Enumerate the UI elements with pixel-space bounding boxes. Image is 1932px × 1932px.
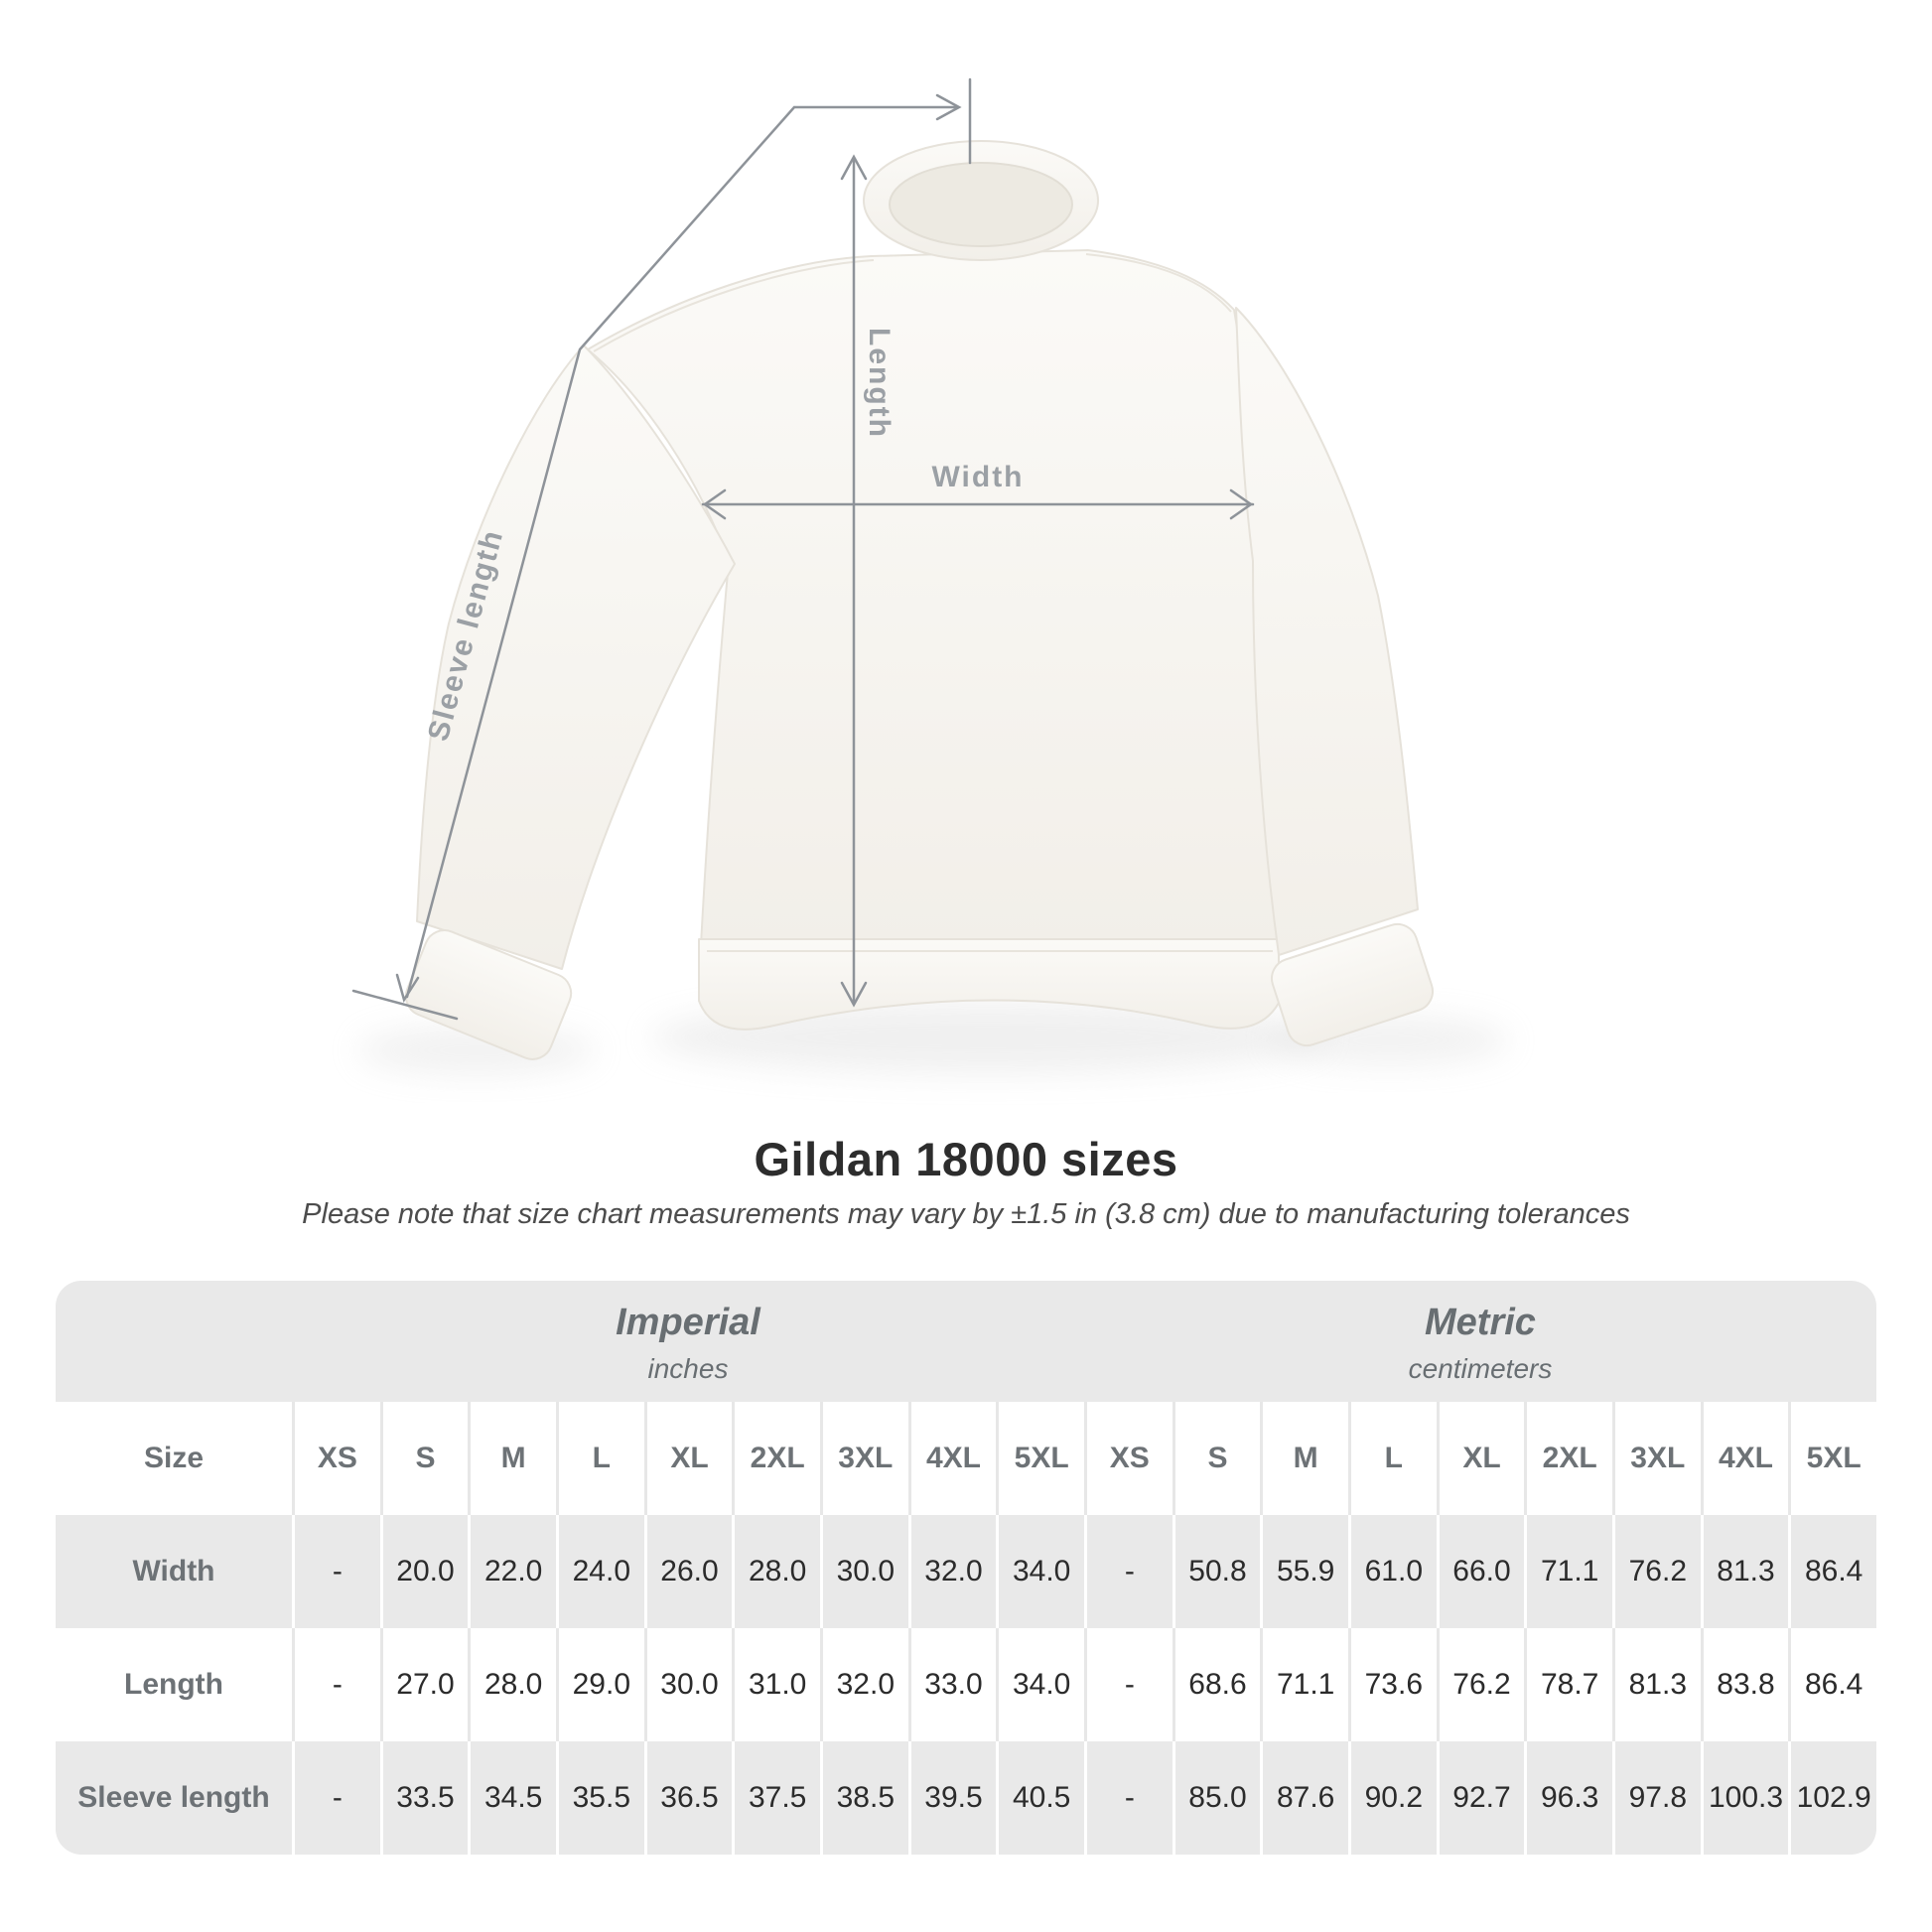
value-cell: 28.0 <box>732 1515 820 1628</box>
value-cell: 22.0 <box>468 1515 556 1628</box>
size-header-cell: XL <box>1437 1402 1525 1515</box>
row-label: Length <box>56 1628 292 1741</box>
shirt-collar-opening <box>890 163 1072 246</box>
value-cell: 35.5 <box>556 1741 644 1855</box>
value-cell: 30.0 <box>820 1515 908 1628</box>
value-cell: 92.7 <box>1437 1741 1525 1855</box>
size-header-cell: S <box>1173 1402 1261 1515</box>
value-cell: 32.0 <box>908 1515 997 1628</box>
value-cell: 61.0 <box>1348 1515 1437 1628</box>
value-cell: 33.0 <box>908 1628 997 1741</box>
value-cell: 85.0 <box>1173 1741 1261 1855</box>
value-cell: 24.0 <box>556 1515 644 1628</box>
value-cell: 50.8 <box>1173 1515 1261 1628</box>
size-header-cell: 3XL <box>820 1402 908 1515</box>
width-label: Width <box>931 461 1025 493</box>
value-cell: 55.9 <box>1260 1515 1348 1628</box>
value-cell: 40.5 <box>996 1741 1084 1855</box>
value-cell: 90.2 <box>1348 1741 1437 1855</box>
value-cell: 68.6 <box>1173 1628 1261 1741</box>
size-header-cell: 3XL <box>1612 1402 1701 1515</box>
page-title: Gildan 18000 sizes <box>754 1133 1178 1185</box>
value-cell: 30.0 <box>644 1628 733 1741</box>
metric-label: Metric <box>1425 1302 1536 1343</box>
size-table <box>56 1281 1876 1855</box>
size-header-cell: 5XL <box>996 1402 1084 1515</box>
row-label: Sleeve length <box>56 1741 292 1855</box>
size-header-cell: L <box>556 1402 644 1515</box>
value-cell: - <box>1084 1741 1173 1855</box>
size-header-cell: 2XL <box>1524 1402 1612 1515</box>
value-cell: 34.0 <box>996 1515 1084 1628</box>
value-cell: 36.5 <box>644 1741 733 1855</box>
value-cell: 100.3 <box>1701 1741 1789 1855</box>
value-cell: 76.2 <box>1612 1515 1701 1628</box>
size-header-cell: 2XL <box>732 1402 820 1515</box>
value-cell: 73.6 <box>1348 1628 1437 1741</box>
unit-band-corner <box>56 1281 292 1402</box>
value-cell: 37.5 <box>732 1741 820 1855</box>
value-cell: 71.1 <box>1260 1628 1348 1741</box>
size-header-cell: L <box>1348 1402 1437 1515</box>
value-cell: 32.0 <box>820 1628 908 1741</box>
value-cell: - <box>1084 1515 1173 1628</box>
value-cell: 26.0 <box>644 1515 733 1628</box>
value-cell: 20.0 <box>380 1515 469 1628</box>
size-column-header: Size <box>56 1402 292 1515</box>
imperial-unit-label: inches <box>647 1353 729 1384</box>
value-cell: 87.6 <box>1260 1741 1348 1855</box>
value-cell: 27.0 <box>380 1628 469 1741</box>
size-header-cell: S <box>380 1402 469 1515</box>
size-header-cell: M <box>1260 1402 1348 1515</box>
length-label: Length <box>863 328 896 439</box>
value-cell: 71.1 <box>1524 1515 1612 1628</box>
unit-band-imperial <box>292 1281 1084 1402</box>
size-header-cell: M <box>468 1402 556 1515</box>
size-header-cell: 4XL <box>1701 1402 1789 1515</box>
size-header-cell: 5XL <box>1788 1402 1876 1515</box>
value-cell: 96.3 <box>1524 1741 1612 1855</box>
value-cell: 81.3 <box>1701 1515 1789 1628</box>
value-cell: 97.8 <box>1612 1741 1701 1855</box>
value-cell: 34.5 <box>468 1741 556 1855</box>
value-cell: 83.8 <box>1701 1628 1789 1741</box>
value-cell: 31.0 <box>732 1628 820 1741</box>
value-cell: 86.4 <box>1788 1515 1876 1628</box>
value-cell: 38.5 <box>820 1741 908 1855</box>
value-cell: - <box>292 1515 380 1628</box>
size-header-cell: XS <box>292 1402 380 1515</box>
row-label: Width <box>56 1515 292 1628</box>
value-cell: 78.7 <box>1524 1628 1612 1741</box>
value-cell: 28.0 <box>468 1628 556 1741</box>
value-cell: - <box>1084 1628 1173 1741</box>
value-cell: 76.2 <box>1437 1628 1525 1741</box>
value-cell: - <box>292 1628 380 1741</box>
size-note: Please note that size chart measurements may vary by ±1.5 in (3.8 cm) due to manufacturing tolerances <box>302 1198 1630 1230</box>
sleeve-length-label: Sleeve length <box>421 525 510 745</box>
value-cell: 102.9 <box>1788 1741 1876 1855</box>
value-cell: 66.0 <box>1437 1515 1525 1628</box>
value-cell: 34.0 <box>996 1628 1084 1741</box>
value-cell: 81.3 <box>1612 1628 1701 1741</box>
value-cell: 86.4 <box>1788 1628 1876 1741</box>
value-cell: 33.5 <box>380 1741 469 1855</box>
value-cell: - <box>292 1741 380 1855</box>
value-cell: 29.0 <box>556 1628 644 1741</box>
unit-band-metric <box>1084 1281 1876 1402</box>
value-cell: 39.5 <box>908 1741 997 1855</box>
imperial-label: Imperial <box>616 1302 760 1343</box>
sweatshirt-illustration <box>400 141 1438 1065</box>
size-header-cell: XS <box>1084 1402 1173 1515</box>
metric-unit-label: centimeters <box>1408 1353 1553 1384</box>
size-header-cell: XL <box>644 1402 733 1515</box>
size-header-cell: 4XL <box>908 1402 997 1515</box>
